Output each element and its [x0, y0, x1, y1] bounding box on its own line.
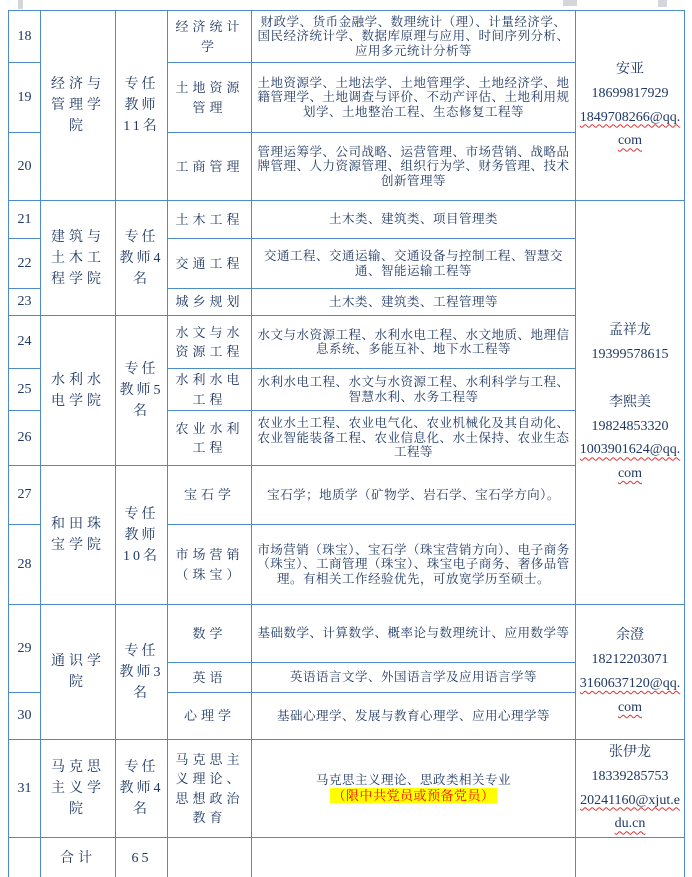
contact-phone: 19399578615	[591, 346, 669, 362]
row-number: 19	[9, 63, 41, 133]
major-requirements: 水利水电工程、水文与水资源工程、水利科学与工程、智慧水利、水务工程等	[252, 369, 576, 411]
table-row	[9, 740, 685, 838]
contact-name: 李熙美	[609, 394, 651, 410]
discipline: 土木工程	[168, 201, 252, 239]
major-requirements: 土木类、建筑类、工程管理等	[252, 289, 576, 316]
contact-group	[579, 624, 681, 719]
college-name: 和田珠宝学院	[41, 466, 116, 605]
table-row	[9, 605, 685, 663]
requirement-note-line	[256, 789, 571, 804]
row-number: 31	[9, 740, 41, 838]
position-count: 专任教师4名	[116, 201, 168, 316]
major-requirements: 宝石学；地质学（矿物学、岩石学、宝石学方向）。	[252, 466, 576, 525]
major-requirements: 交通工程、交通运输、交通设备与控制工程、智慧交通、智能运输工程等	[252, 239, 576, 289]
discipline: 农业水利工程	[168, 411, 252, 466]
total-row	[9, 838, 685, 877]
discipline: 经济统计学	[168, 11, 252, 63]
contact-name: 安亚	[616, 61, 644, 77]
cropped-row-artifact	[18, 0, 23, 9]
total-label: 合计	[41, 838, 116, 877]
position-count: 专任教师4名	[116, 740, 168, 838]
discipline-empty	[168, 838, 252, 877]
row-number: 21	[9, 201, 41, 239]
discipline: 马克思主义理论、思想政治教育	[168, 740, 252, 838]
contact-phone: 19824853320	[591, 418, 669, 434]
contact-email: 1003901624@qq.com	[579, 442, 681, 482]
discipline: 英语	[168, 663, 252, 693]
requirement-text: 马克思主义理论、思政类相关专业	[315, 772, 511, 787]
discipline: 市场营销（珠宝）	[168, 525, 252, 605]
contact-email: 20241160@xjut.edu.cn	[580, 792, 680, 832]
row-number: 30	[9, 693, 41, 740]
college-name: 通识学院	[41, 605, 116, 740]
major-requirements: 管理运筹学、公司战略、运营管理、市场营销、战略品牌管理、人力资源管理、组织行为学、财务管理、技术创新管理等	[252, 133, 576, 201]
major-requirements: 水文与水资源工程、水利水电工程、水文地质、地理信息系统、多能互补、地下水工程等	[252, 316, 576, 369]
discipline: 工商管理	[168, 133, 252, 201]
row-number: 24	[9, 316, 41, 369]
college-name: 建筑与土木工程学院	[41, 201, 116, 316]
row-number: 23	[9, 289, 41, 316]
cropped-row-artifact	[563, 0, 577, 6]
row-number: 29	[9, 605, 41, 693]
contact-email: 3160637120@qq.com	[579, 676, 681, 715]
major-requirements: 基础心理学、发展与教育心理学、应用心理学等	[252, 693, 576, 740]
row-number: 26	[9, 411, 41, 466]
row-number: 18	[9, 11, 41, 63]
discipline: 土地资源管理	[168, 63, 252, 133]
contact-name: 余澄	[616, 628, 644, 644]
row-number: 25	[9, 369, 41, 411]
requirements-empty	[252, 838, 576, 877]
discipline: 数学	[168, 605, 252, 663]
row-number: 20	[9, 133, 41, 201]
discipline: 水文与水资源工程	[168, 316, 252, 369]
contact-info	[576, 740, 685, 838]
contact-phone: 18339285753	[591, 768, 669, 784]
contact-name: 孟祥龙	[609, 323, 651, 339]
major-requirements: 基础数学、计算数学、概率论与数理统计、应用数学等	[252, 605, 576, 663]
major-requirements: 土木类、建筑类、项目管理类	[252, 201, 576, 239]
contact-email: 1849708266@qq.com	[579, 109, 681, 149]
position-count: 专任教师10名	[116, 466, 168, 605]
contact-empty	[576, 838, 685, 877]
table-row	[9, 201, 685, 239]
row-number: 22	[9, 239, 41, 289]
college-name: 马克思主义学院	[41, 740, 116, 838]
major-requirements	[252, 740, 576, 838]
college-name: 水利水电学院	[41, 316, 116, 466]
contact-name: 张伊龙	[609, 745, 651, 760]
major-requirements: 财政学、货币金融学、数理统计（理）、计量经济学、国民经济统计学、数据库原理与应用、时间序列分析、应用多元统计分析等	[252, 11, 576, 63]
major-requirements: 市场营销（珠宝）、宝石学（珠宝营销方向）、电子商务（珠宝）、工商管理（珠宝）、珠宝电子商务、奢侈品管理。有相关工作经验优先，可放宽学历至硕士。	[252, 525, 576, 605]
row-number: 27	[9, 466, 41, 525]
discipline: 水利水电工程	[168, 369, 252, 411]
contact-info	[576, 11, 685, 201]
contact-group	[579, 58, 681, 153]
contact-group	[579, 741, 681, 836]
recruitment-positions-table	[8, 10, 685, 877]
discipline: 宝石学	[168, 466, 252, 525]
discipline: 交通工程	[168, 239, 252, 289]
contact-phone: 18699817929	[591, 85, 669, 101]
party-membership-note-highlight: （限中共党员或预备党员）	[332, 788, 495, 804]
row-number: 28	[9, 525, 41, 605]
cropped-row-artifact	[658, 0, 667, 7]
row-number-empty	[9, 838, 41, 877]
college-name: 经济与管理学院	[41, 11, 116, 201]
contact-group	[579, 391, 681, 486]
discipline: 心理学	[168, 693, 252, 740]
major-requirements: 英语语言文学、外国语言学及应用语言学等	[252, 663, 576, 693]
position-count: 专任教师11名	[116, 11, 168, 201]
discipline: 城乡规划	[168, 289, 252, 316]
position-count: 专任教师3名	[116, 605, 168, 740]
total-count: 65	[116, 838, 168, 877]
contact-info	[576, 201, 685, 605]
contact-phone: 18212203071	[591, 652, 669, 668]
position-count: 专任教师5名	[116, 316, 168, 466]
major-requirements: 土地资源学、土地法学、土地管理学、土地经济学、地籍管理学、土地调查与评价、不动产评估、土地利用规划学、土地整治工程、生态修复工程等	[252, 63, 576, 133]
table-row	[9, 11, 685, 63]
contact-info	[576, 605, 685, 740]
contact-group	[579, 319, 681, 367]
major-requirements: 农业水土工程、农业电气化、农业机械化及其自动化、农业智能装备工程、农业信息化、水土保持、农业生态工程等	[252, 411, 576, 466]
